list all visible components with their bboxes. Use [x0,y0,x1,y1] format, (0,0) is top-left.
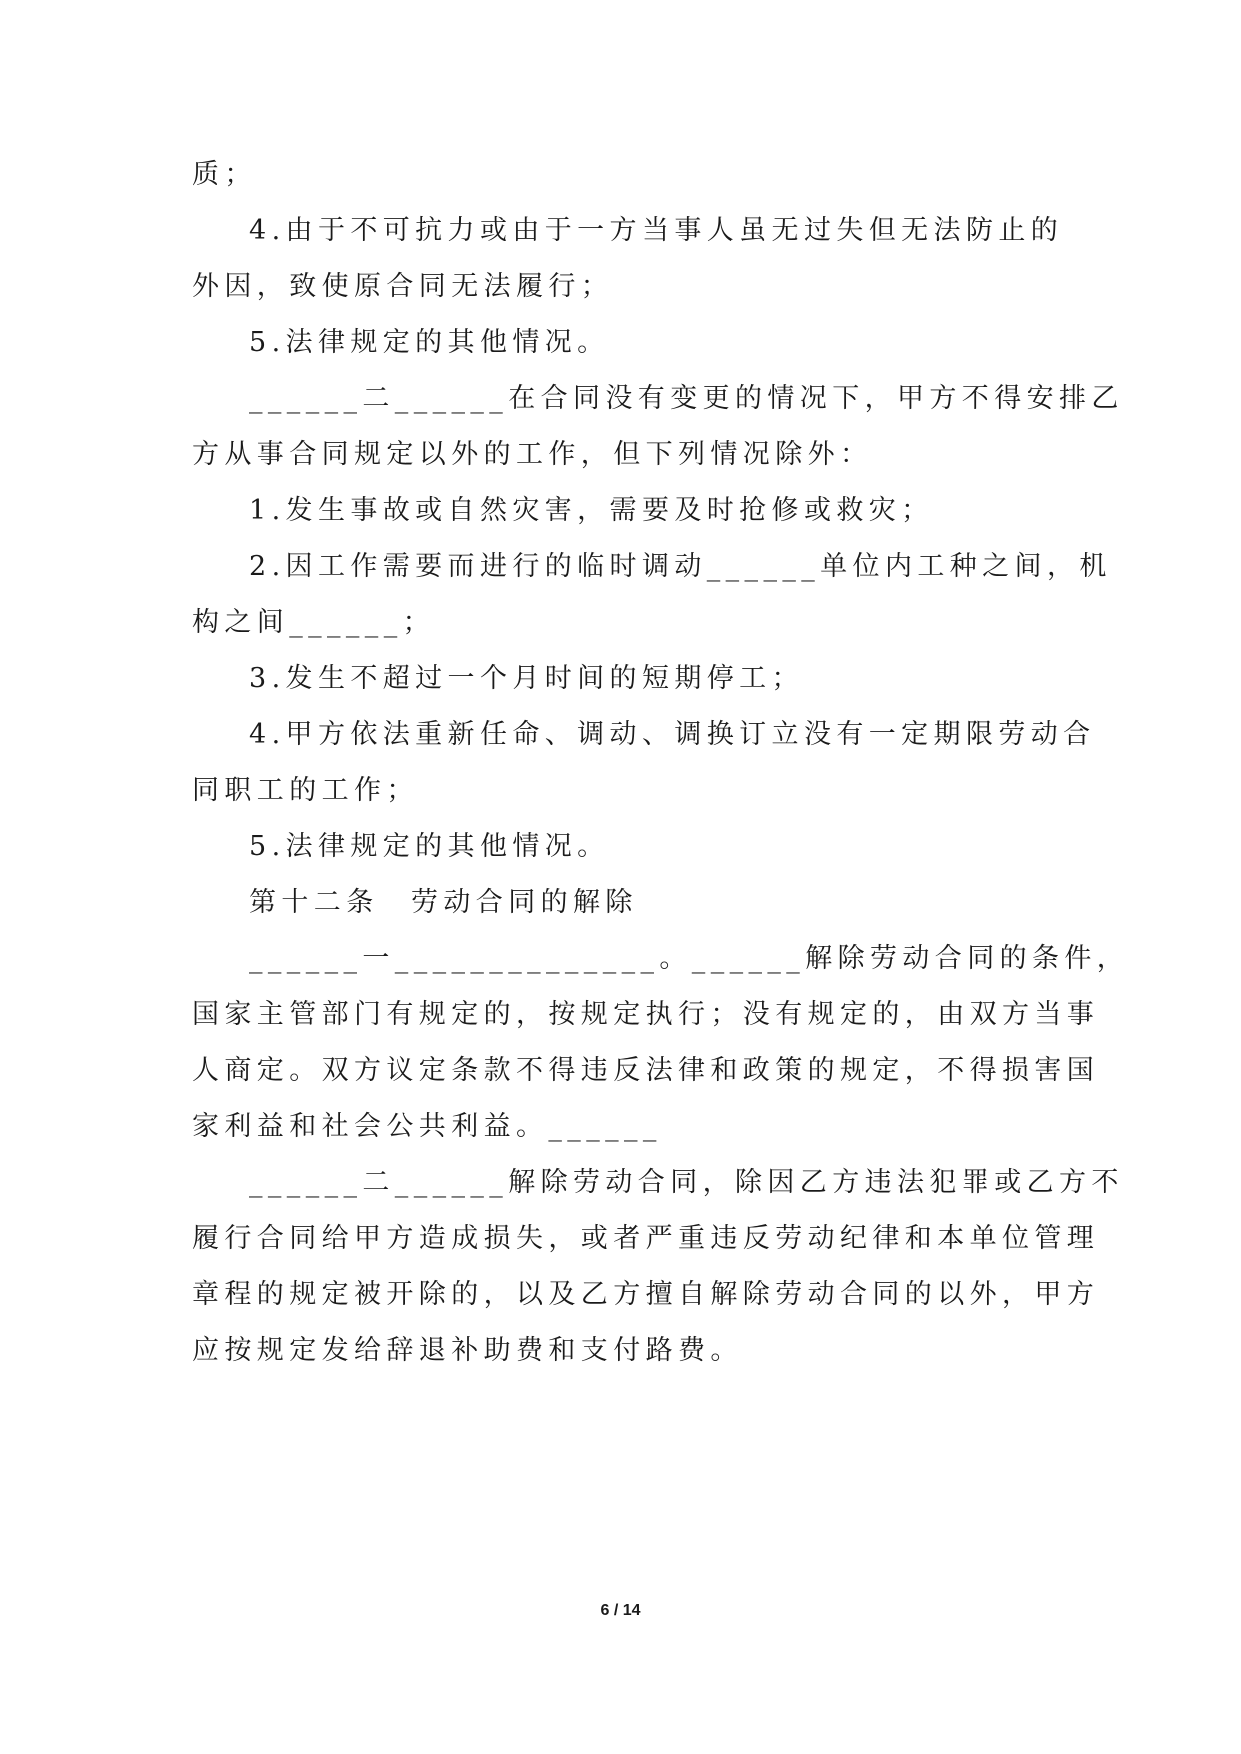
text-line: 4.甲方依法重新任命、调动、调换订立没有一定期限劳动合 [249,719,1096,750]
text-line: 章程的规定被开除的，以及乙方擅自解除劳动合同的以外，甲方 [192,1279,1100,1310]
text-line: 4.由于不可抗力或由于一方当事人虽无过失但无法防止的 [249,215,1064,246]
text-line: 构之间______； [192,607,435,638]
section-heading: 第十二条 劳动合同的解除 [249,887,638,918]
text-line: 5.法律规定的其他情况。 [249,831,610,862]
text-line: 应按规定发给辞退补助费和支付路费。 [192,1335,743,1366]
text-line: 5.法律规定的其他情况。 [249,327,610,358]
text-line: 人商定。双方议定条款不得违反法律和政策的规定，不得损害国 [192,1055,1100,1086]
text-line: ______一______________。______解除劳动合同的条件， [249,943,1130,974]
text-line: 国家主管部门有规定的，按规定执行；没有规定的，由双方当事 [192,999,1100,1030]
text-line: 同职工的工作； [192,775,419,806]
text-line: ______二______解除劳动合同，除因乙方违法犯罪或乙方不 [249,1167,1124,1198]
text-line: ______二______在合同没有变更的情况下，甲方不得安排乙 [249,383,1124,414]
text-line: 外因，致使原合同无法履行； [192,271,614,302]
text-line: 家利益和社会公共利益。______ [192,1111,662,1142]
text-line: 1.发生事故或自然灾害，需要及时抢修或救灾； [249,495,934,526]
text-line: 履行合同给甲方造成损失，或者严重违反劳动纪律和本单位管理 [192,1223,1100,1254]
text-line: 方从事合同规定以外的工作，但下列情况除外： [192,439,873,470]
text-line: 质； [192,159,257,190]
text-line: 3.发生不超过一个月时间的短期停工； [249,663,804,694]
page-number: 6 / 14 [600,1602,641,1619]
text-line: 2.因工作需要而进行的临时调动______单位内工种之间，机 [249,551,1112,582]
